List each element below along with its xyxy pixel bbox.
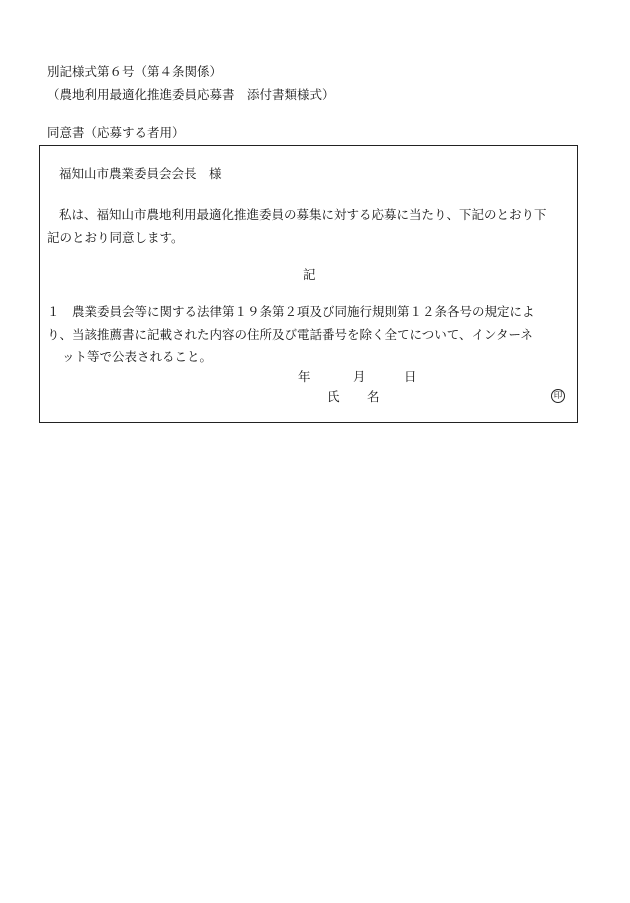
seal-mark: 印 bbox=[551, 389, 565, 403]
item-1-line-2: り、当該推薦書に記載された内容の住所及び電話番号を除く全てについて、インターネ bbox=[47, 327, 533, 342]
name-label-mei: 名 bbox=[367, 389, 380, 404]
consent-box bbox=[39, 145, 578, 423]
date-year-label: 年 bbox=[298, 369, 311, 384]
name-label-shi: 氏 bbox=[327, 389, 340, 404]
ki-heading: 記 bbox=[303, 267, 316, 282]
date-day-label: 日 bbox=[404, 369, 417, 384]
addressee: 福知山市農業委員会会長 様 bbox=[59, 166, 222, 181]
form-title: （農地利用最適化推進委員応募書 添付書類様式） bbox=[47, 87, 335, 102]
form-number: 別記様式第６号（第４条関係） bbox=[47, 64, 223, 79]
section-title: 同意書（応募する者用） bbox=[47, 125, 185, 140]
date-month-label: 月 bbox=[353, 369, 366, 384]
item-1-line-1: １ 農業委員会等に関する法律第１９条第２項及び同施行規則第１２条各号の規定によ bbox=[47, 304, 535, 319]
item-1-line-3: ット等で公表されること。 bbox=[62, 349, 213, 364]
consent-statement-line-2: 記のとおり同意します。 bbox=[47, 230, 184, 245]
consent-statement-line-1: 私は、福知山市農地利用最適化推進委員の募集に対する応募に当たり、下記のとおり下 bbox=[59, 207, 547, 222]
